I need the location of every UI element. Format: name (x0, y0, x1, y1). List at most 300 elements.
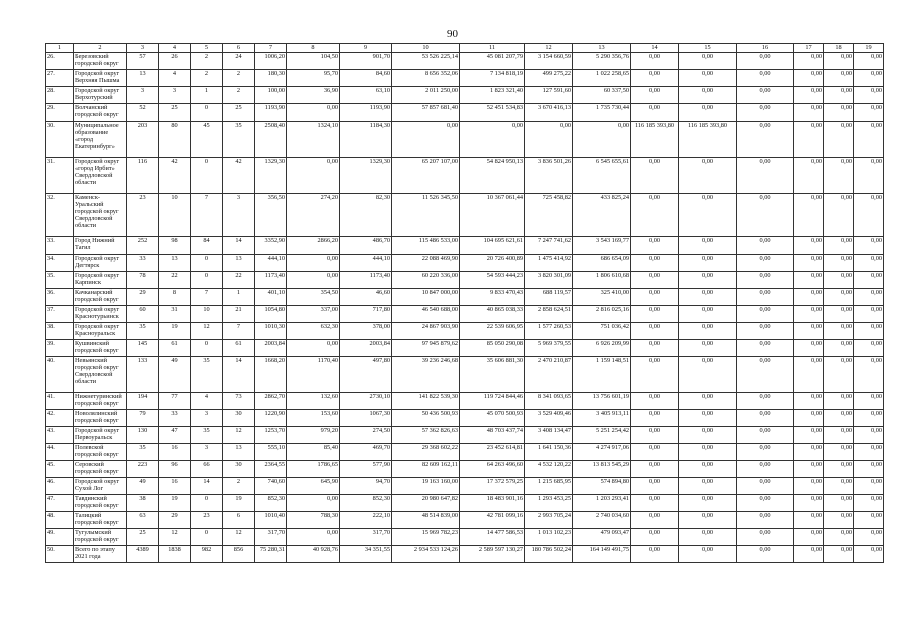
table-cell: 0,00 (824, 255, 854, 272)
table-cell: 64 263 496,60 (460, 461, 525, 478)
row-number: 30. (46, 122, 74, 158)
table-cell: 0,00 (631, 495, 679, 512)
table-cell: 0,00 (287, 255, 340, 272)
table-cell: 0,00 (824, 444, 854, 461)
table-cell: 10 367 061,44 (460, 194, 525, 237)
table-cell: 0,00 (854, 323, 884, 340)
table-cell: 0,00 (631, 237, 679, 255)
table-cell: 3 (191, 410, 223, 427)
table-row (46, 529, 884, 546)
table-cell: 0,00 (737, 357, 794, 393)
table-cell: 0,00 (824, 87, 854, 104)
table-cell: 433 825,24 (573, 194, 631, 237)
table-row (46, 495, 884, 512)
table-cell: 0,00 (824, 410, 854, 427)
column-number: 13 (573, 44, 631, 53)
row-number: 41. (46, 393, 74, 410)
table-cell: 46 540 688,00 (392, 306, 460, 323)
table-cell: 0,00 (631, 546, 679, 563)
table-cell: 0,00 (631, 104, 679, 122)
table-cell: 1067,30 (340, 410, 392, 427)
table-cell: 153,60 (287, 410, 340, 427)
table-cell: 0,00 (854, 306, 884, 323)
table-cell: 1 (223, 289, 255, 306)
table-cell: 2003,84 (340, 340, 392, 357)
row-number: 42. (46, 410, 74, 427)
table-cell: 82,30 (340, 194, 392, 237)
table-cell: 13 (127, 70, 159, 87)
column-number: 4 (159, 44, 191, 53)
table-cell: 61 (159, 340, 191, 357)
table-cell: 0,00 (287, 495, 340, 512)
table-cell: 13 756 601,19 (573, 393, 631, 410)
table-cell: 95,70 (287, 70, 340, 87)
table-cell: 25 (159, 104, 191, 122)
table-cell: 632,30 (287, 323, 340, 340)
table-cell: 0,00 (824, 104, 854, 122)
table-cell: 0,00 (679, 87, 737, 104)
table-cell: 0,00 (794, 194, 824, 237)
table-cell: 337,00 (287, 306, 340, 323)
table-cell: 852,30 (340, 495, 392, 512)
row-number: 49. (46, 529, 74, 546)
table-cell: 61 (223, 340, 255, 357)
table-cell: 1193,90 (340, 104, 392, 122)
table-cell: 645,90 (287, 478, 340, 495)
table-row (46, 104, 884, 122)
row-number: 34. (46, 255, 74, 272)
table-cell: 0,00 (631, 478, 679, 495)
table-cell: 0,00 (631, 512, 679, 529)
table-cell: 2364,55 (255, 461, 287, 478)
column-number-row (46, 44, 884, 53)
table-cell: 100,00 (255, 87, 287, 104)
table-cell: 740,60 (255, 478, 287, 495)
table-cell: 0,00 (679, 461, 737, 478)
municipality-name: Березовский городской округ (74, 53, 127, 70)
table-cell: 0,00 (854, 158, 884, 194)
table-cell: 0,00 (631, 194, 679, 237)
table-cell: 0,00 (287, 272, 340, 289)
table-cell: 0,00 (631, 306, 679, 323)
table-cell: 325 410,00 (573, 289, 631, 306)
table-cell: 0,00 (854, 255, 884, 272)
row-number: 33. (46, 237, 74, 255)
table-cell: 60 220 336,00 (392, 272, 460, 289)
table-cell: 982 (191, 546, 223, 563)
table-cell: 0,00 (794, 255, 824, 272)
table-cell: 1324,10 (287, 122, 340, 158)
table-cell: 1170,40 (287, 357, 340, 393)
table-cell: 1 215 685,95 (525, 478, 573, 495)
table-cell: 0,00 (824, 427, 854, 444)
municipality-name: Городской округ «город Ирбит» Свердловской области (74, 158, 127, 194)
table-cell: 317,70 (255, 529, 287, 546)
municipality-name: Городской округ Первоуральск (74, 427, 127, 444)
table-cell: 23 (127, 194, 159, 237)
table-cell: 0,00 (794, 546, 824, 563)
table-cell: 66 (191, 461, 223, 478)
table-cell: 486,70 (340, 237, 392, 255)
table-cell: 0,00 (287, 340, 340, 357)
table-cell: 1 735 730,44 (573, 104, 631, 122)
table-cell: 132,60 (287, 393, 340, 410)
table-cell: 0,00 (679, 306, 737, 323)
table-cell: 1010,40 (255, 512, 287, 529)
table-cell: 444,10 (340, 255, 392, 272)
table-cell: 0,00 (525, 122, 573, 158)
table-cell: 9 833 470,43 (460, 289, 525, 306)
table-cell: 42 (159, 158, 191, 194)
table-cell: 499 275,22 (525, 70, 573, 87)
table-cell: 47 (159, 427, 191, 444)
municipality-name: Муниципальное образование «город Екатеринбург» (74, 122, 127, 158)
table-cell: 0,00 (679, 53, 737, 70)
table-cell: 0,00 (737, 495, 794, 512)
table-cell: 60 337,50 (573, 87, 631, 104)
table-cell: 0,00 (679, 546, 737, 563)
table-cell: 84,60 (340, 70, 392, 87)
table-cell: 0,00 (737, 104, 794, 122)
table-cell: 0,00 (631, 357, 679, 393)
table-cell: 15 969 782,23 (392, 529, 460, 546)
table-row (46, 461, 884, 478)
table-cell: 36,90 (287, 87, 340, 104)
table-cell: 1 475 414,92 (525, 255, 573, 272)
table-cell: 0,00 (794, 272, 824, 289)
table-cell: 104 695 621,61 (460, 237, 525, 255)
table-cell: 3 (223, 194, 255, 237)
table-cell: 0,00 (794, 104, 824, 122)
table-cell: 0,00 (737, 512, 794, 529)
table-cell: 2 (191, 70, 223, 87)
table-cell: 3 543 169,77 (573, 237, 631, 255)
table-cell: 0,00 (631, 87, 679, 104)
table-cell: 0,00 (460, 122, 525, 158)
municipality-name: Городской округ Красноуральск (74, 323, 127, 340)
municipality-name: Тавдинский городской округ (74, 495, 127, 512)
table-cell: 0,00 (794, 478, 824, 495)
table-cell: 0,00 (854, 104, 884, 122)
table-cell: 23 (191, 512, 223, 529)
table-cell: 34 351,55 (340, 546, 392, 563)
column-number: 16 (737, 44, 794, 53)
table-cell: 35 (191, 427, 223, 444)
table-cell: 7 134 818,19 (460, 70, 525, 87)
table-cell: 7 (191, 289, 223, 306)
municipality-name: Городской округ Сухой Лог (74, 478, 127, 495)
table-cell: 5 290 356,76 (573, 53, 631, 70)
table-cell: 57 857 681,40 (392, 104, 460, 122)
table-cell: 469,70 (340, 444, 392, 461)
table-cell: 2862,70 (255, 393, 287, 410)
table-row (46, 478, 884, 495)
table-cell: 0,00 (854, 495, 884, 512)
table-cell: 57 (127, 53, 159, 70)
table-row (46, 158, 884, 194)
table-cell: 0,00 (679, 393, 737, 410)
table-cell: 30 (223, 410, 255, 427)
table-cell: 26 (159, 53, 191, 70)
municipality-name: Серовский городской округ (74, 461, 127, 478)
table-cell: 42 (223, 158, 255, 194)
table-row (46, 53, 884, 70)
table-cell: 23 452 614,81 (460, 444, 525, 461)
table-cell: 40 865 038,33 (460, 306, 525, 323)
table-row (46, 512, 884, 529)
table-cell: 274,20 (287, 194, 340, 237)
table-cell: 94,70 (340, 478, 392, 495)
column-number: 14 (631, 44, 679, 53)
table-cell: 45 070 500,93 (460, 410, 525, 427)
table-cell: 0,00 (824, 194, 854, 237)
table-cell: 104,50 (287, 53, 340, 70)
table-cell: 7 (223, 323, 255, 340)
table-cell: 0,00 (854, 194, 884, 237)
row-number: 31. (46, 158, 74, 194)
table-cell: 13 (159, 255, 191, 272)
table-cell: 63 (127, 512, 159, 529)
table-cell: 0,00 (824, 512, 854, 529)
table-cell: 0,00 (824, 340, 854, 357)
table-cell: 717,80 (340, 306, 392, 323)
table-cell: 0,00 (737, 237, 794, 255)
table-cell: 0,00 (737, 306, 794, 323)
table-cell: 2 589 597 130,27 (460, 546, 525, 563)
table-cell: 141 822 539,30 (392, 393, 460, 410)
table-cell: 5 251 254,42 (573, 427, 631, 444)
table-cell: 0,00 (679, 289, 737, 306)
table-cell: 0,00 (854, 272, 884, 289)
table-cell: 8 656 352,06 (392, 70, 460, 87)
table-cell: 2 934 533 124,26 (392, 546, 460, 563)
table-cell: 852,30 (255, 495, 287, 512)
row-number: 35. (46, 272, 74, 289)
table-cell: 222,10 (340, 512, 392, 529)
table-cell: 2 993 705,24 (525, 512, 573, 529)
table-cell: 1329,30 (255, 158, 287, 194)
table-cell: 0,00 (679, 70, 737, 87)
table-cell: 2508,40 (255, 122, 287, 158)
table-cell: 65 207 107,00 (392, 158, 460, 194)
table-cell: 0,00 (631, 393, 679, 410)
table-cell: 46,60 (340, 289, 392, 306)
table-cell: 180,30 (255, 70, 287, 87)
table-cell: 3 (159, 87, 191, 104)
table-cell: 0,00 (824, 357, 854, 393)
table-cell: 0,00 (824, 323, 854, 340)
table-cell: 1193,90 (255, 104, 287, 122)
municipality-name: Новолялинский городской округ (74, 410, 127, 427)
table-cell: 63,10 (340, 87, 392, 104)
table-cell: 116 (127, 158, 159, 194)
table-cell: 1 013 102,23 (525, 529, 573, 546)
table-cell: 50 436 500,93 (392, 410, 460, 427)
table-cell: 0,00 (737, 444, 794, 461)
table-cell: 0,00 (794, 289, 824, 306)
table-row (46, 289, 884, 306)
table-cell: 0,00 (679, 158, 737, 194)
table-cell: 0,00 (679, 444, 737, 461)
table-cell: 4 (159, 70, 191, 87)
table-cell: 35 (223, 122, 255, 158)
table-cell: 0,00 (573, 122, 631, 158)
table-cell: 82 609 162,11 (392, 461, 460, 478)
table-cell: 479 093,47 (573, 529, 631, 546)
table-row (46, 393, 884, 410)
table-cell: 0,00 (679, 272, 737, 289)
table-cell: 52 451 534,83 (460, 104, 525, 122)
table-cell: 1173,40 (340, 272, 392, 289)
table-cell: 1 641 150,36 (525, 444, 573, 461)
table-cell: 98 (159, 237, 191, 255)
table-cell: 22 (159, 272, 191, 289)
table-cell: 0,00 (679, 410, 737, 427)
table-cell: 0,00 (392, 122, 460, 158)
table-cell: 0,00 (794, 529, 824, 546)
table-cell: 0,00 (824, 122, 854, 158)
table-cell: 317,70 (340, 529, 392, 546)
table-cell: 1253,70 (255, 427, 287, 444)
table-cell: 0,00 (631, 529, 679, 546)
column-number: 10 (392, 44, 460, 53)
table-cell: 0,00 (631, 427, 679, 444)
table-cell: 3 670 416,13 (525, 104, 573, 122)
table-cell: 2003,84 (255, 340, 287, 357)
table-cell: 2866,20 (287, 237, 340, 255)
table-cell: 2 (223, 478, 255, 495)
table-cell: 0,00 (737, 461, 794, 478)
table-cell: 22 539 606,95 (460, 323, 525, 340)
table-cell: 0,00 (824, 529, 854, 546)
column-number: 1 (46, 44, 74, 53)
table-cell: 53 526 225,14 (392, 53, 460, 70)
row-number: 39. (46, 340, 74, 357)
table-cell: 0,00 (854, 512, 884, 529)
table-cell: 979,20 (287, 427, 340, 444)
table-cell: 401,10 (255, 289, 287, 306)
table-cell: 788,30 (287, 512, 340, 529)
table-cell: 22 088 469,90 (392, 255, 460, 272)
table-cell: 0,00 (854, 427, 884, 444)
table-cell: 115 486 533,00 (392, 237, 460, 255)
table-cell: 1838 (159, 546, 191, 563)
table-cell: 79 (127, 410, 159, 427)
table-cell: 0,00 (737, 289, 794, 306)
table-cell: 0,00 (854, 546, 884, 563)
table-cell: 0,00 (794, 158, 824, 194)
table-cell: 19 (159, 495, 191, 512)
table-cell: 2730,10 (340, 393, 392, 410)
table-cell: 96 (159, 461, 191, 478)
table-cell: 54 593 444,23 (460, 272, 525, 289)
table-cell: 0,00 (854, 393, 884, 410)
table-cell: 3 836 501,26 (525, 158, 573, 194)
table-cell: 1 159 148,51 (573, 357, 631, 393)
municipality-name: Талицкий городской округ (74, 512, 127, 529)
municipality-name: Город Нижний Тагил (74, 237, 127, 255)
table-cell: 0,00 (679, 237, 737, 255)
row-number: 43. (46, 427, 74, 444)
table-cell: 0,00 (737, 546, 794, 563)
table-cell: 0,00 (854, 357, 884, 393)
table-cell: 3 529 409,46 (525, 410, 573, 427)
table-cell: 0,00 (824, 237, 854, 255)
table-cell: 2 470 210,87 (525, 357, 573, 393)
table-cell: 3 154 660,59 (525, 53, 573, 70)
municipality-name: Городской округ Краснотурьинск (74, 306, 127, 323)
row-number: 38. (46, 323, 74, 340)
table-row (46, 237, 884, 255)
table-cell: 0,00 (824, 70, 854, 87)
table-cell: 0,00 (679, 340, 737, 357)
row-number: 47. (46, 495, 74, 512)
row-number: 32. (46, 194, 74, 237)
table-cell: 45 081 207,79 (460, 53, 525, 70)
table-cell: 24 (223, 53, 255, 70)
table-cell: 0,00 (631, 461, 679, 478)
row-number: 37. (46, 306, 74, 323)
table-cell: 10 (191, 306, 223, 323)
table-cell: 0,00 (631, 340, 679, 357)
table-cell: 20 726 400,89 (460, 255, 525, 272)
table-cell: 3352,90 (255, 237, 287, 255)
table-cell: 0,00 (679, 104, 737, 122)
table-cell: 0,00 (679, 323, 737, 340)
table-cell: 725 458,82 (525, 194, 573, 237)
table-cell: 0,00 (794, 495, 824, 512)
column-number: 6 (223, 44, 255, 53)
row-number: 48. (46, 512, 74, 529)
table-cell: 8 (159, 289, 191, 306)
table-cell: 0,00 (737, 122, 794, 158)
table-cell: 0,00 (824, 53, 854, 70)
table-cell: 0,00 (824, 393, 854, 410)
table-cell: 0,00 (794, 340, 824, 357)
table-cell: 0,00 (794, 306, 824, 323)
table-cell: 0,00 (794, 122, 824, 158)
table-cell: 7 (191, 194, 223, 237)
table-cell: 0,00 (854, 478, 884, 495)
table-cell: 3 (127, 87, 159, 104)
table-cell: 84 (191, 237, 223, 255)
table-cell: 0,00 (679, 427, 737, 444)
table-cell: 0,00 (737, 70, 794, 87)
table-cell: 4 274 917,06 (573, 444, 631, 461)
column-number: 18 (824, 44, 854, 53)
column-number: 7 (255, 44, 287, 53)
table-cell: 0,00 (854, 461, 884, 478)
table-cell: 1173,40 (255, 272, 287, 289)
table-cell: 1 (191, 87, 223, 104)
table-cell: 25 (223, 104, 255, 122)
column-number: 11 (460, 44, 525, 53)
table-cell: 0,00 (854, 289, 884, 306)
table-cell: 2 740 034,60 (573, 512, 631, 529)
table-row (46, 70, 884, 87)
table-cell: 2 (191, 53, 223, 70)
column-number: 15 (679, 44, 737, 53)
table-row (46, 357, 884, 393)
table-cell: 0,00 (824, 478, 854, 495)
table-cell: 0,00 (794, 461, 824, 478)
table-cell: 354,50 (287, 289, 340, 306)
municipality-name: Каменск-Уральский городской округ Свердловской области (74, 194, 127, 237)
table-cell: 54 824 950,13 (460, 158, 525, 194)
table-cell: 19 163 160,00 (392, 478, 460, 495)
table-cell: 0,00 (794, 427, 824, 444)
table-row (46, 410, 884, 427)
